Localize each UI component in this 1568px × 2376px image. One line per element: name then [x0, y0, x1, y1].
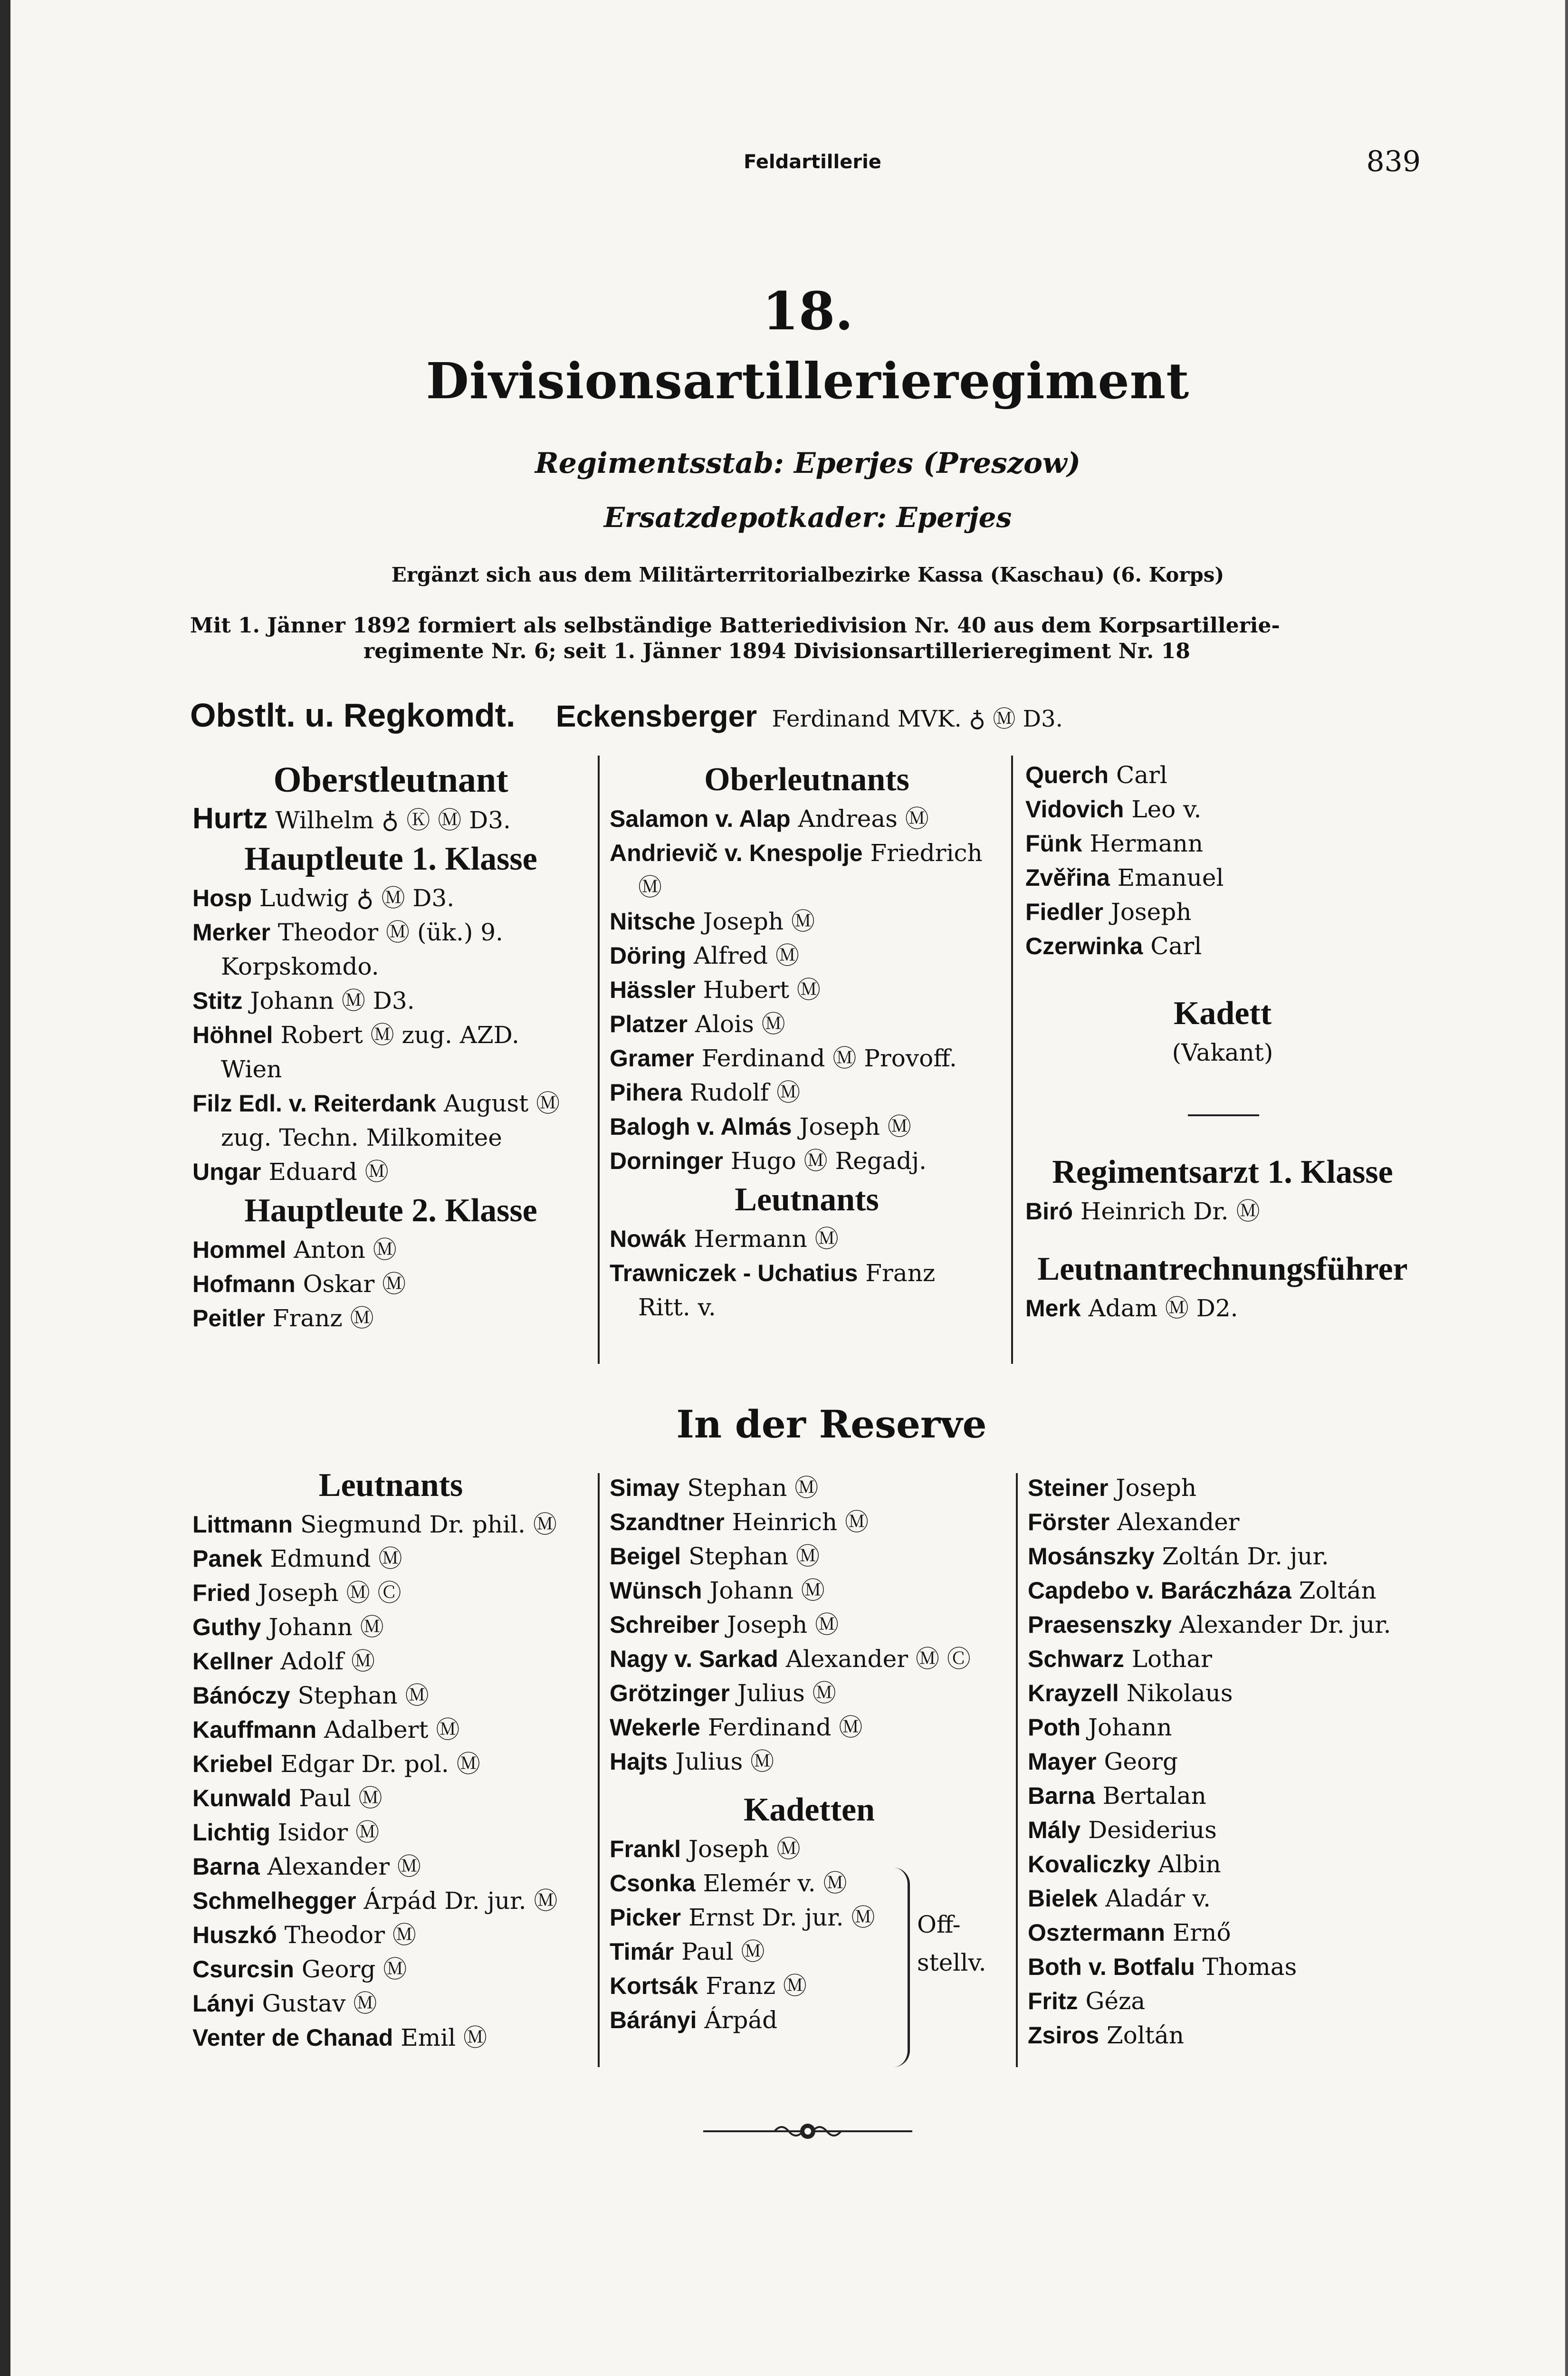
list-item — [1028, 1881, 1422, 1916]
entry-details: Hugo Ⓜ Regadj. — [730, 1147, 927, 1175]
entry-surname: Barna — [1028, 1782, 1095, 1809]
entry-details: Andreas Ⓜ — [798, 805, 929, 833]
entry-details: Rudolf Ⓜ — [689, 1079, 801, 1106]
offstellv-line-2: stellv. — [917, 1949, 986, 1976]
list-item — [1028, 1984, 1422, 2018]
entry-surname: Beigel — [610, 1543, 681, 1570]
commander-details: Ferdinand MVK. ♁ Ⓜ D3. — [772, 706, 1063, 732]
list-item — [610, 1866, 1009, 1900]
section-heading: Kadett — [1173, 995, 1272, 1032]
entry-surname: Platzer — [610, 1011, 688, 1037]
column-divider — [598, 1473, 600, 2067]
entry-surname: Bárányi — [610, 2007, 697, 2033]
list-item — [192, 1233, 589, 1267]
entry-surname: Osztermann — [1028, 1919, 1165, 1946]
entry-details: Franz Ⓜ — [272, 1304, 374, 1332]
column-divider — [598, 756, 600, 1364]
entry-surname: Hosp — [192, 885, 252, 911]
list-item-continuation — [610, 1290, 1004, 1324]
entry-details: Joseph Ⓜ — [799, 1113, 911, 1140]
list-item-continuation — [192, 1121, 589, 1155]
entry-surname: Lányi — [192, 1990, 255, 2017]
list-item — [610, 1573, 1009, 1608]
entry-surname: Simay — [610, 1475, 680, 1501]
entry-details: Julius Ⓜ — [737, 1679, 836, 1707]
list-item — [192, 1815, 589, 1849]
list-item — [1028, 1471, 1422, 1505]
entry-details: Franz Ⓜ — [706, 1972, 807, 2000]
ersatzdepot-line: Ersatzdepotkader: Eperjes — [603, 501, 1012, 534]
entry-details: Emanuel — [1117, 864, 1224, 891]
list-item — [192, 1301, 589, 1335]
list-item — [1025, 792, 1420, 826]
list-item-continuation — [192, 1052, 589, 1086]
section-heading: Regimentsarzt 1. Klasse — [1052, 1154, 1393, 1190]
entry-details: Gustav Ⓜ — [262, 1990, 377, 2017]
list-item — [610, 1832, 1009, 1866]
entry-surname: Szandtner — [610, 1509, 725, 1535]
list-item — [192, 1542, 589, 1576]
entry-details: Joseph — [1110, 898, 1192, 926]
entry-surname: Csurcsin — [192, 1956, 294, 1983]
list-item — [1028, 1779, 1422, 1813]
active-column-2 — [610, 758, 1004, 1324]
entry-surname: Bielek — [1028, 1885, 1098, 1912]
list-item — [1025, 1194, 1420, 1228]
entry-surname: Filz Edl. v. Reiterdank — [192, 1090, 437, 1117]
entry-surname: Hurtz — [192, 802, 268, 835]
entry-details: Hubert Ⓜ — [703, 976, 821, 1004]
entry-surname: Fünk — [1025, 830, 1082, 857]
list-item — [192, 1713, 589, 1747]
entry-details: Alexander Ⓜ Ⓒ — [785, 1645, 971, 1673]
entry-details: Paul Ⓜ — [681, 1938, 765, 1965]
entry-surname: Lichtig — [192, 1819, 270, 1846]
list-item — [1028, 1505, 1422, 1539]
entry-surname: Kellner — [192, 1648, 273, 1675]
entry-details: Ferdinand Ⓜ Provoff. — [701, 1044, 957, 1072]
offstellv-line-1: Off- — [917, 1911, 961, 1938]
list-item — [1028, 1950, 1422, 1984]
entry-details: Árpád Dr. jur. Ⓜ — [363, 1887, 558, 1915]
entry-details: Ernő — [1172, 1919, 1231, 1946]
reserve-heading: In der Reserve — [676, 1402, 987, 1447]
entry-details: Elemér v. Ⓜ — [703, 1869, 847, 1897]
list-item — [610, 1110, 1004, 1144]
entry-surname: Timár — [610, 1938, 674, 1965]
entry-details: Paul Ⓜ — [299, 1784, 382, 1812]
entry-surname: Kriebel — [192, 1751, 273, 1777]
entry-details: Zoltán — [1299, 1577, 1377, 1604]
list-item — [192, 1986, 589, 2021]
list-item-continuation — [610, 870, 1004, 904]
entry-surname: Hofmann — [192, 1271, 296, 1297]
list-item — [1025, 895, 1420, 929]
entry-surname: Nagy v. Sarkad — [610, 1646, 778, 1672]
entry-details: Géza — [1085, 1987, 1146, 2015]
list-item — [192, 1155, 589, 1189]
divider-rule — [1188, 1114, 1259, 1116]
list-item — [192, 1267, 589, 1301]
commander-rank: Obstlt. u. Regkomdt. — [190, 697, 516, 734]
list-item — [610, 1539, 1009, 1573]
section-heading: Oberstleutnant — [273, 760, 508, 800]
entry-surname: Littmann — [192, 1511, 293, 1538]
list-item — [192, 1849, 589, 1884]
entry-details: Joseph Ⓜ — [703, 908, 815, 935]
list-item — [192, 1747, 589, 1781]
entry-details: Robert Ⓜ zug. AZD. — [280, 1021, 519, 1049]
entry-details: Emil Ⓜ — [401, 2024, 488, 2051]
section-heading: Oberleutnants — [704, 761, 909, 798]
entry-details: Johann — [1088, 1714, 1172, 1741]
list-item — [192, 1507, 589, 1542]
entry-surname: Grötzinger — [610, 1680, 730, 1706]
entry-details: Ernst Dr. jur. Ⓜ — [688, 1904, 875, 1931]
entry-details: Joseph Ⓜ — [727, 1611, 839, 1638]
list-item — [610, 1075, 1004, 1110]
list-item — [1028, 1710, 1422, 1744]
entry-surname: Merk — [1025, 1295, 1081, 1322]
list-item — [192, 984, 589, 1018]
entry-details: Ⓜ — [638, 873, 662, 901]
entry-details: Joseph Ⓜ Ⓒ — [258, 1579, 402, 1607]
entry-surname: Schreiber — [610, 1611, 719, 1638]
entry-details: Ferdinand Ⓜ — [708, 1714, 863, 1741]
entry-details: Theodor Ⓜ (ük.) 9. — [277, 919, 503, 946]
spacer — [1025, 1070, 1420, 1150]
list-item — [192, 802, 589, 837]
entry-surname: Biró — [1025, 1198, 1073, 1225]
entry-details: Leo v. — [1131, 795, 1202, 823]
section-heading: Kadetten — [743, 1792, 875, 1828]
entry-details: Edgar Dr. pol. Ⓜ — [280, 1750, 480, 1778]
entry-surname: Guthy — [192, 1614, 261, 1640]
entry-details: Thomas — [1202, 1953, 1297, 1981]
list-item — [1028, 1676, 1422, 1710]
entry-details: Adolf Ⓜ — [280, 1648, 375, 1675]
list-item — [1028, 1608, 1422, 1642]
regiment-number: 18. — [762, 280, 853, 342]
entry-surname: Mayer — [1028, 1748, 1097, 1775]
entry-details: Ritt. v. — [638, 1293, 716, 1321]
list-item — [1028, 1642, 1422, 1676]
entry-surname: Nowák — [610, 1226, 687, 1252]
entry-details: Alois Ⓜ — [695, 1010, 785, 1038]
formation-history — [190, 613, 1416, 664]
list-item — [1028, 1813, 1422, 1847]
entry-surname: Stitz — [192, 987, 243, 1014]
entry-surname: Wünsch — [610, 1577, 702, 1604]
entry-details: Oskar Ⓜ — [303, 1270, 406, 1298]
list-item — [1028, 1847, 1422, 1881]
entry-surname: Frankl — [610, 1836, 681, 1862]
list-item — [610, 1744, 1009, 1779]
list-item — [610, 1608, 1009, 1642]
entry-surname: Salamon v. Alap — [610, 805, 791, 832]
list-item — [610, 2003, 1009, 2037]
entry-surname: Hommel — [192, 1236, 287, 1263]
list-item — [192, 915, 589, 949]
entry-surname: Nitsche — [610, 908, 696, 935]
list-item — [610, 1007, 1004, 1041]
entry-surname: Bánóczy — [192, 1682, 290, 1709]
entry-surname: Peitler — [192, 1305, 265, 1332]
entry-details: Lothar — [1131, 1645, 1213, 1673]
entry-surname: Förster — [1028, 1509, 1110, 1535]
list-item — [610, 1256, 1004, 1290]
entry-details: Adalbert Ⓜ — [324, 1716, 460, 1744]
entry-details: Alfred Ⓜ — [694, 942, 799, 969]
page-number: 839 — [1366, 145, 1421, 178]
list-item — [610, 973, 1004, 1007]
entry-surname: Merker — [192, 919, 270, 946]
column-divider — [1016, 1473, 1018, 2067]
entry-details: Friedrich — [870, 839, 983, 867]
entry-details: August Ⓜ — [444, 1090, 560, 1117]
entry-details: Johann Ⓜ D3. — [250, 987, 415, 1015]
entry-surname: Trawniczek - Uchatius — [610, 1260, 858, 1286]
entry-surname: Hässler — [610, 977, 696, 1003]
entry-details: Theodor Ⓜ — [284, 1921, 416, 1949]
entry-details: Ludwig ♁ Ⓜ D3. — [259, 884, 455, 912]
section-heading: Leutnants — [318, 1467, 463, 1504]
entry-details: Siegmund Dr. phil. Ⓜ — [300, 1511, 557, 1538]
entry-details: Joseph Ⓜ — [688, 1835, 801, 1863]
list-item — [1025, 1291, 1420, 1325]
entry-surname: Andrievič v. Knespolje — [610, 840, 863, 866]
list-item — [610, 1144, 1004, 1178]
list-item — [610, 1222, 1004, 1256]
entry-details: Heinrich Dr. Ⓜ — [1080, 1198, 1260, 1225]
list-item — [192, 1086, 589, 1121]
entry-details: Joseph — [1116, 1474, 1197, 1502]
entry-surname: Both v. Botfalu — [1028, 1954, 1195, 1980]
entry-details: Edmund Ⓜ — [270, 1545, 402, 1572]
entry-details: Heinrich Ⓜ — [732, 1508, 869, 1536]
entry-surname: Balogh v. Almás — [610, 1113, 792, 1140]
entry-details: Stephan Ⓜ — [687, 1474, 819, 1502]
entry-surname: Capdebo v. Baráczháza — [1028, 1577, 1291, 1604]
list-item — [610, 836, 1004, 870]
section-heading: Leutnantrechnungsführer — [1037, 1251, 1408, 1287]
entry-details: Hermann Ⓜ — [694, 1225, 839, 1253]
spacer — [1025, 1228, 1420, 1247]
list-item — [192, 1952, 589, 1986]
entry-surname: Mály — [1028, 1817, 1081, 1843]
entry-details: Adam Ⓜ D2. — [1088, 1294, 1238, 1322]
entry-surname: Krayzell — [1028, 1680, 1119, 1706]
erganzt-line: Ergänzt sich aus dem Militärterritorialbezirke Kassa (Kaschau) (6. Korps) — [391, 563, 1224, 586]
list-item — [192, 1644, 589, 1678]
entry-surname: Querch — [1025, 762, 1109, 788]
list-item — [192, 1884, 589, 1918]
entry-details: Albin — [1158, 1850, 1221, 1878]
entry-surname: Gramer — [610, 1045, 694, 1072]
spacer — [610, 1779, 1009, 1788]
entry-details: Alexander Dr. jur. — [1179, 1611, 1391, 1638]
entry-details: Anton Ⓜ — [294, 1236, 397, 1264]
active-column-1 — [192, 758, 589, 1335]
entry-surname: Zsiros — [1028, 2022, 1100, 2049]
active-column-3 — [1025, 758, 1420, 1325]
entry-details: Desiderius — [1088, 1816, 1217, 1844]
reserve-column-1 — [192, 1464, 589, 2055]
entry-details: Julius Ⓜ — [675, 1748, 774, 1775]
entry-surname: Döring — [610, 942, 687, 969]
list-item — [192, 1918, 589, 1952]
entry-details: Johann Ⓜ — [268, 1613, 384, 1641]
entry-details: zug. Techn. Milkomitee — [221, 1124, 502, 1151]
entry-details: Nikolaus — [1126, 1679, 1233, 1707]
list-item — [1025, 861, 1420, 895]
entry-details: Zoltán Dr. jur. — [1162, 1542, 1329, 1570]
list-item — [610, 904, 1004, 939]
entry-details: Carl — [1116, 761, 1167, 789]
scan-edge-right — [1565, 0, 1568, 2376]
list-item — [1028, 2018, 1422, 2052]
entry-surname: Praesenszky — [1028, 1611, 1172, 1638]
entry-surname: Pihera — [610, 1079, 682, 1106]
list-item — [610, 1642, 1009, 1676]
entry-details: Isidor Ⓜ — [277, 1819, 380, 1846]
entry-details: Hermann — [1090, 830, 1204, 857]
entry-surname: Ungar — [192, 1159, 261, 1185]
list-item — [1025, 758, 1420, 792]
list-item — [192, 1576, 589, 1610]
reserve-column-3 — [1028, 1471, 1422, 2052]
entry-surname: Fiedler — [1025, 899, 1103, 925]
history-line-2: regimente Nr. 6; seit 1. Jänner 1894 Divisionsartillerieregiment Nr. 18 — [363, 639, 1190, 663]
entry-details: Korpskomdo. — [221, 953, 379, 980]
entry-details: Bertalan — [1102, 1782, 1206, 1810]
entry-surname: Kunwald — [192, 1785, 292, 1811]
entry-surname: Mosánszky — [1028, 1543, 1155, 1570]
list-item — [1025, 929, 1420, 963]
list-item — [192, 1781, 589, 1815]
entry-surname: Kovaliczky — [1028, 1851, 1151, 1878]
entry-details: Eduard Ⓜ — [268, 1158, 389, 1186]
scan-edge-left — [0, 0, 10, 2376]
entry-surname: Kauffmann — [192, 1716, 317, 1743]
list-item — [1028, 1744, 1422, 1779]
commander-surname: Eckensberger — [555, 699, 757, 733]
entry-surname: Barna — [192, 1853, 260, 1880]
regiment-name: Divisionsartillerieregiment — [426, 352, 1190, 410]
entry-details: Johann Ⓜ — [709, 1577, 825, 1604]
spacer — [1025, 963, 1420, 992]
grouping-bracket — [893, 1868, 910, 2067]
list-item — [192, 1678, 589, 1713]
list-item — [610, 1710, 1009, 1744]
list-item — [192, 881, 589, 915]
list-item — [610, 1676, 1009, 1710]
entry-surname: Schmelhegger — [192, 1887, 356, 1914]
entry-surname: Steiner — [1028, 1475, 1109, 1501]
list-item — [1028, 1573, 1422, 1608]
entry-surname: Venter de Chanad — [192, 2024, 393, 2051]
entry-details: Georg Ⓜ — [301, 1955, 407, 1983]
entry-details: Stephan Ⓜ — [297, 1682, 429, 1709]
list-item-continuation — [192, 949, 589, 984]
offstellv-note — [917, 1906, 1012, 1982]
vacant-note: (Vakant) — [1172, 1039, 1273, 1066]
list-item — [610, 802, 1004, 836]
list-item — [192, 2021, 589, 2055]
list-item — [610, 1041, 1004, 1075]
entry-details: Alexander Ⓜ — [267, 1853, 421, 1880]
section-heading: Leutnants — [735, 1181, 879, 1218]
entry-details: Wilhelm ♁ Ⓚ Ⓜ D3. — [275, 806, 511, 834]
list-item — [610, 1471, 1009, 1505]
history-line-1: Mit 1. Jänner 1892 formiert als selbständige Batteriedivision Nr. 40 aus dem Korpsartillerie- — [190, 613, 1280, 638]
entry-surname: Fritz — [1028, 1988, 1078, 2014]
entry-details: Stephan Ⓜ — [688, 1542, 820, 1570]
entry-surname: Panek — [192, 1545, 263, 1572]
list-item — [192, 1018, 589, 1052]
entry-surname: Picker — [610, 1904, 681, 1931]
column-divider — [1011, 756, 1013, 1364]
entry-details: Árpád — [704, 2006, 778, 2034]
list-item — [1025, 826, 1420, 861]
entry-details: Franz — [865, 1259, 936, 1287]
entry-surname: Poth — [1028, 1714, 1081, 1741]
entry-surname: Fried — [192, 1580, 251, 1606]
entry-surname: Huszkó — [192, 1922, 277, 1948]
list-item — [1028, 1916, 1422, 1950]
entry-details: Aladár v. — [1105, 1885, 1211, 1912]
entry-surname: Hajts — [610, 1748, 668, 1775]
section-heading: Hauptleute 1. Klasse — [244, 841, 537, 877]
list-item — [610, 1505, 1009, 1539]
section-heading: Hauptleute 2. Klasse — [244, 1192, 537, 1229]
entry-details: Wien — [221, 1055, 282, 1083]
entry-surname: Zvěřina — [1025, 864, 1110, 891]
entry-details: Georg — [1104, 1748, 1178, 1775]
commander-line — [190, 696, 1425, 734]
running-title: Feldartillerie — [744, 151, 881, 173]
entry-surname: Wekerle — [610, 1714, 700, 1741]
entry-surname: Czerwinka — [1025, 933, 1143, 959]
end-ornament — [703, 2112, 912, 2150]
entry-surname: Kortsák — [610, 1973, 698, 1999]
entry-surname: Schwarz — [1028, 1646, 1124, 1672]
entry-surname: Csonka — [610, 1870, 696, 1897]
list-item — [1028, 1539, 1422, 1573]
entry-surname: Dorninger — [610, 1148, 723, 1174]
list-item — [192, 1610, 589, 1644]
entry-surname: Vidovich — [1025, 796, 1124, 823]
entry-details: Zoltán — [1106, 2022, 1184, 2049]
list-item — [610, 939, 1004, 973]
entry-details: Alexander — [1117, 1508, 1240, 1536]
entry-surname: Höhnel — [192, 1022, 273, 1048]
entry-details: Carl — [1150, 932, 1202, 960]
regimentsstab-line: Regimentsstab: Eperjes (Preszow) — [535, 447, 1081, 480]
